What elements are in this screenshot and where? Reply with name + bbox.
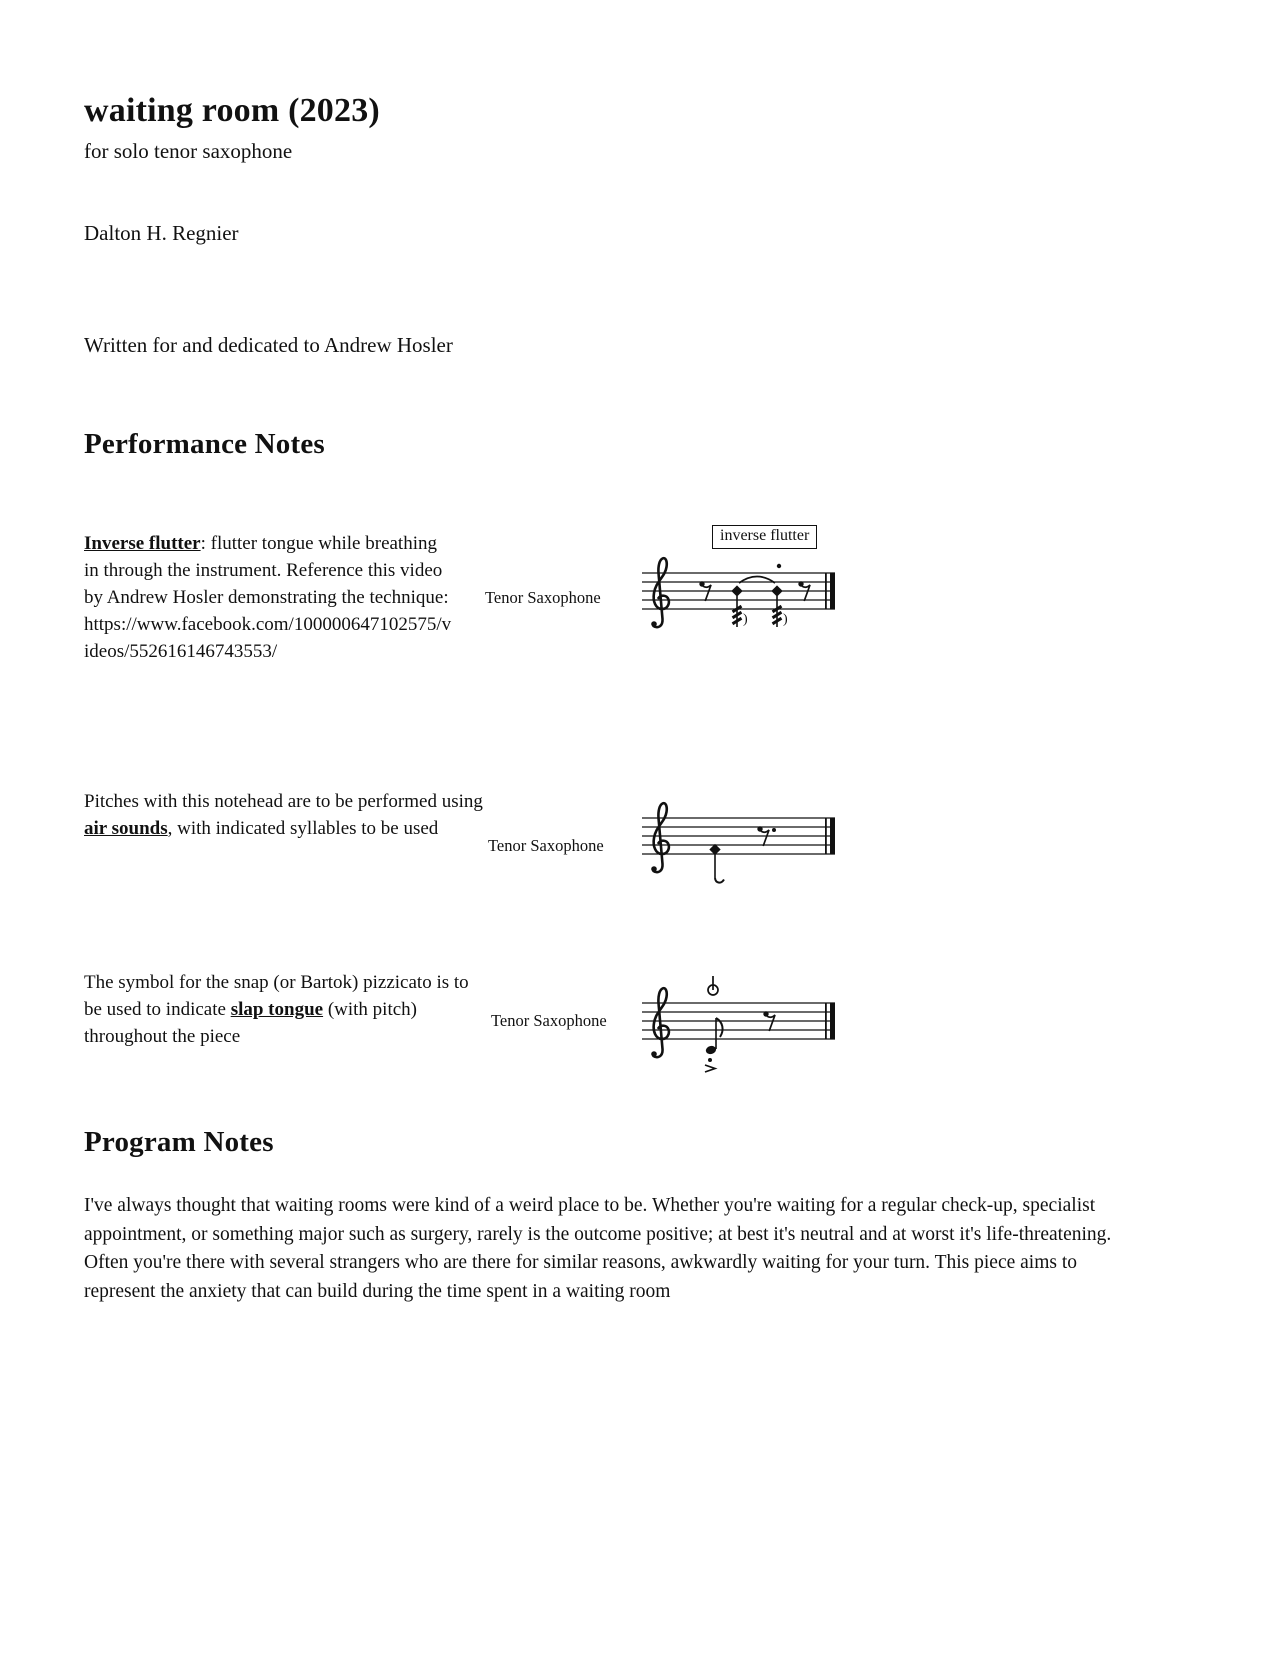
snap-pizzicato-symbol	[708, 976, 718, 995]
notation-example-3	[640, 970, 845, 1095]
note-2-term: air sounds	[84, 818, 168, 839]
air-sound-note	[709, 844, 724, 883]
inverse-flutter-caption: inverse flutter	[712, 525, 817, 549]
final-barline	[825, 573, 835, 609]
performance-note-1	[84, 530, 456, 665]
staff-label-1: Tenor Saxophone	[485, 588, 601, 607]
treble-clef-icon	[651, 803, 669, 872]
note-3-term: slap tongue	[230, 999, 324, 1020]
augmentation-dot	[772, 828, 776, 832]
page-title: waiting room (2023)	[84, 92, 380, 129]
accent-mark	[705, 1065, 715, 1072]
notation-example-1	[640, 553, 845, 668]
program-notes-body: I've always thought that waiting rooms were kind of a weird place to be. Whether you're waiting for a regular check-up, specialist appointment, or something major such as surgery, rarely is the outcome positive; at best it's neutral and at worst it's life-threatening. Often you're there with several strangers who are there for similar reasons, awkwardly waiting for your turn. This piece aims to represent the anxiety that can build during the time spent in a waiting room	[84, 1195, 1112, 1302]
staccato-dot	[708, 1058, 712, 1062]
final-barline	[825, 1003, 835, 1039]
performance-note-2	[84, 788, 488, 842]
staff-lines	[642, 1003, 835, 1039]
staff-label-3: Tenor Saxophone	[491, 1011, 607, 1030]
paren-mark: )	[783, 612, 788, 627]
treble-clef-icon	[651, 988, 669, 1057]
note-1-term: Inverse flutter	[84, 533, 201, 554]
staccato-dot	[777, 564, 781, 568]
note-3-text-after: (with pitch) throughout the piece	[84, 999, 418, 1047]
program-notes-heading: Program Notes	[84, 1126, 274, 1158]
slap-tongue-note	[705, 1018, 723, 1072]
paren-mark: )	[743, 612, 748, 627]
eighth-flag	[715, 878, 724, 883]
note-3-text-before: The symbol for the snap (or Bartok) pizzicato is to be used to indicate	[84, 972, 469, 1020]
staff-label-2: Tenor Saxophone	[488, 836, 604, 855]
notation-example-2	[640, 798, 845, 908]
performance-note-3	[84, 969, 472, 1050]
performance-notes-heading: Performance Notes	[84, 428, 325, 460]
page-subtitle: for solo tenor saxophone	[84, 139, 293, 163]
treble-clef-icon	[651, 558, 669, 627]
note-2-text-after: , with indicated syllables to be used	[167, 818, 439, 839]
composer-name: Dalton H. Regnier	[84, 221, 239, 245]
note-2-text-before: Pitches with this notehead are to be performed using	[84, 791, 483, 812]
final-barline	[825, 818, 835, 854]
staff-lines	[642, 818, 835, 854]
note-1-text-after: : flutter tongue while breathing in through the instrument. Reference this video by Andrew Hosler demonstrating the technique: https://www.facebook.com/100000647102575/videos/552616146743553/	[84, 533, 452, 662]
dedication-line: Written for and dedicated to Andrew Hosler	[84, 333, 453, 357]
